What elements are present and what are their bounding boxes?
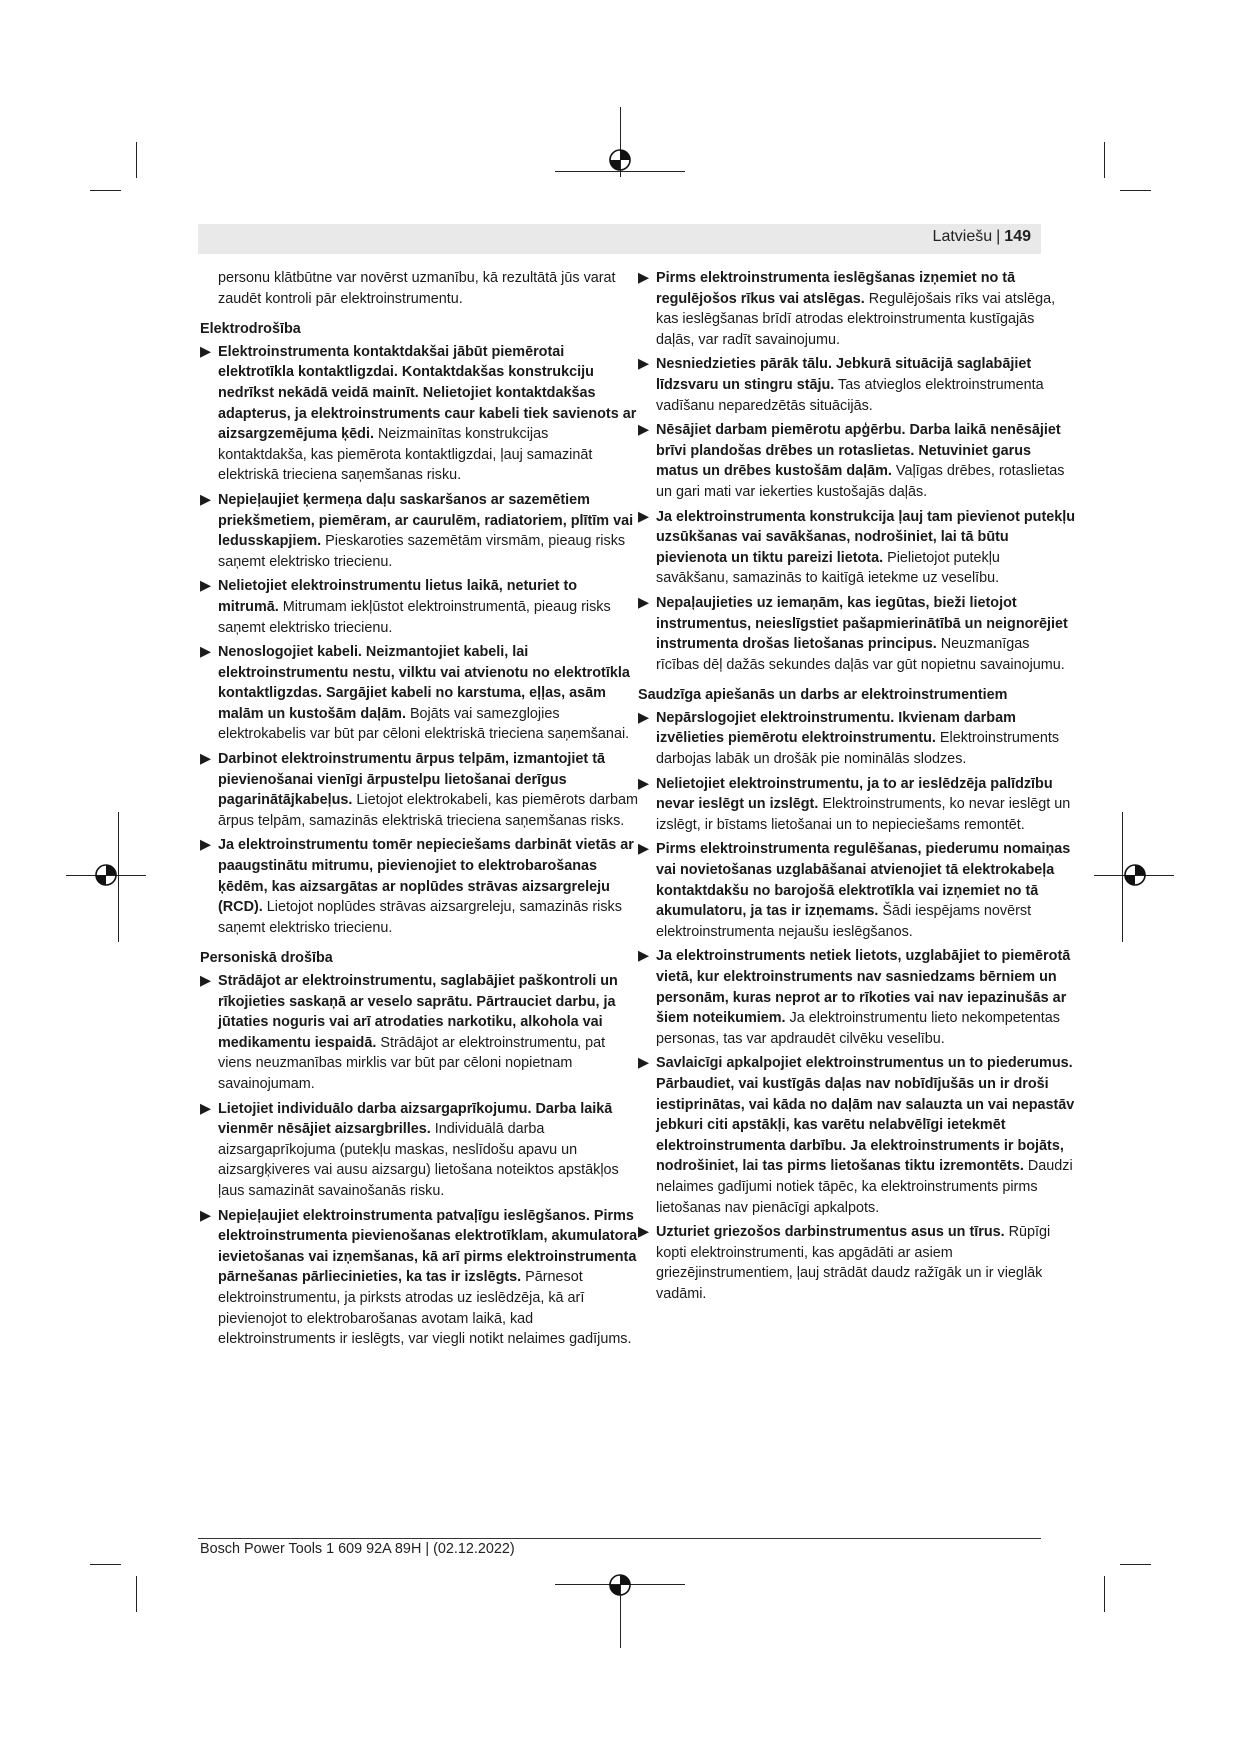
item-bold: Nepieļaujiet elektroinstrumenta patvaļīgu ieslēgšanos. Pirms elektroinstrumenta pievienošanas elektrotīklam, akumulatora ievietošanas vai izņemšanas, kā arī pirms elektroinstrumenta pārnešanas pārliecinieties, ka tas ir izslēgts. [218,1207,638,1286]
list-item [638,774,1076,836]
item-text: Rūpīgi kopti elektroinstrumenti, kas apgādāti ar asiem griezējinstrumentiem, ļauj strādāt daudz ražīgāk un ir vieglāk vadāmi. [656,1224,1051,1302]
list-item [638,946,1076,1049]
item-bold: Ja elektroinstrumenta konstrukcija ļauj tam pievienot putekļu uzsūkšanas vai savākšanas, nodrošiniet, lai tā būtu pievienota un tiktu pareizi lietota. [656,508,1076,566]
crop-mark [1120,190,1151,191]
bullet-triangle-icon: ▶ [200,644,212,661]
list-item [638,1222,1076,1304]
item-bold: Nenoslogojiet kabeli. Neizmantojiet kabeli, lai elektroinstrumentu nestu, vilktu vai atvienotu no elektrotīkla kontaktligzdas. Sargājiet kabeli no karstuma, eļļas, asām malām un kustošām daļām. [218,644,630,722]
header-language: Latviešu [932,228,993,245]
item-text: Neuzmanīgas rīcības dēļ dažās sekundes daļās var gūt nopietnu savainojumu. [656,636,1065,673]
crop-mark [136,1576,137,1612]
header-separator: | [996,228,1001,245]
list-item [200,835,638,938]
item-bold: Ja elektroinstruments netiek lietots, uzglabājiet to piemērotā vietā, kur elektroinstruments nav sasniedzams bērniem un personām, kuras neprot ar to rīkoties vai nav iepazinušās ar šiem noteikumiem. [656,948,1071,1027]
bullet-triangle-icon: ▶ [200,491,212,508]
item-bold: Pirms elektroinstrumenta ieslēgšanas izņemiet no tā regulējošos rīkus vai atslēgas. [656,270,1016,307]
list-item [638,708,1076,770]
personal-safety-list [200,971,638,1350]
bullet-triangle-icon: ▶ [638,422,650,439]
item-bold: Nepārslogojiet elektroinstrumentu. Ikvienam darbam izvēlieties piemērotu elektroinstrumentu. [656,709,1016,747]
list-item [200,1099,638,1202]
item-bold: Nelietojiet elektroinstrumentu, ja to ar ieslēdzēja palīdzību nevar ieslēgt un izslēgt. [656,775,1053,813]
crop-mark [1104,1576,1105,1612]
bullet-triangle-icon: ▶ [638,775,650,792]
bullet-triangle-icon: ▶ [638,948,650,965]
item-text: Ja elektroinstrumentu lieto nekompetentas personas, tas var apdraudēt cilvēku veselību. [656,1010,1060,1047]
page-header [198,224,1041,254]
item-text: Individuālā darba aizsargaprīkojuma (putekļu maskas, neslīdošu apavu un aizsargķiveres vai ausu aizsargu) lietošana noteiktos apstākļos ļaus samazināt savainošanās risku. [218,1121,619,1199]
bullet-triangle-icon: ▶ [200,578,212,595]
item-text: Lietojot elektrokabeli, kas piemērots darbam ārpus telpām, samazinās elektriskā trieciena saņemšanas risks. [218,792,638,829]
item-text: Mitrumam iekļūstot elektroinstrumentā, pieaug risks saņemt elektrisko triecienu. [218,598,611,636]
list-item [638,268,1076,350]
electrical-safety-list [200,342,638,939]
registration-mark-icon [93,862,119,888]
left-column [200,268,638,1354]
list-item [200,749,638,831]
item-bold: Lietojiet individuālo darba aizsargaprīkojumu. Darba laikā vienmēr nēsājiet aizsargbrilles. [218,1100,613,1138]
bullet-triangle-icon: ▶ [638,508,650,525]
item-text: Regulējošais rīks vai atslēga, kas ieslēgšanas brīdī atrodas elektroinstrumenta kustīgajās daļās, var radīt savainojumu. [656,290,1056,348]
item-text: Neizmainītas konstrukcijas kontaktdakša, kas piemērota kontaktligzdai, ļauj samazināt elektriskā trieciena saņemšanas risku. [218,426,593,484]
item-bold: Strādājot ar elektroinstrumentu, saglabājiet paškontroli un rīkojieties saskaņā ar veselo saprātu. Pārtrauciet darbu, ja jūtaties noguris vai arī atrodaties narkotiku, alkohola vai medikamentu iespaidā. [218,973,618,1051]
item-text: Vaļīgas drēbes, rotaslietas un gari mati var iekerties kustošajās daļās. [656,463,1065,500]
bullet-triangle-icon: ▶ [638,356,650,373]
item-bold: Darbinot elektroinstrumentu ārpus telpām, izmantojiet tā pievienošanai vienīgi ārpustelpu lietošanai derīgus pagarinātājkabeļus. [218,751,606,809]
section-title-electrical-safety: Elektrodrošība [200,321,301,338]
item-text: Tas atvieglos elektroinstrumenta vadīšanu neparedzētās situācijās. [656,376,1044,414]
item-text: Elektroinstruments, ko nevar ieslēgt un izslēgt, ir bīstams lietošanai un to nepieciešams remontēt. [656,796,1071,833]
registration-mark-icon [607,147,633,173]
item-text: Pielietojot putekļu savākšanu, samazinās to kaitīgā ietekme uz veselību. [656,549,1000,587]
bullet-triangle-icon: ▶ [638,1224,650,1241]
item-text: Lietojot noplūdes strāvas aizsargreleju, samazinās risks saņemt elektrisko triecienu. [218,899,622,936]
list-item [200,342,638,486]
crop-mark [136,142,137,178]
bullet-triangle-icon: ▶ [638,270,650,286]
crop-mark [90,190,121,191]
list-item [200,971,638,1095]
registration-mark-icon [1122,862,1148,888]
list-item [638,593,1076,675]
item-bold: Nesniedzieties pārāk tālu. Jebkurā situācijā saglabājiet līdzsvaru un stingru stāju. [656,356,1032,393]
item-text: Pieskaroties sazemētām virsmām, pieaug risks saņemt elektrisko triecienu. [218,533,626,570]
tool-use-care-list [638,708,1076,1305]
bullet-triangle-icon: ▶ [200,1100,212,1117]
item-bold: Uzturiet griezošos darbinstrumentus asus un tīrus. [656,1224,1005,1241]
item-bold: Pirms elektroinstrumenta regulēšanas, piederumu nomaiņas vai novietošanas uzglabāšanai atvienojiet tā elektrokabeļa kontaktdakšu no barojošā elektrotīkla vai izņemiet no tā akumulatoru, ja tas ir izņemams. [656,841,1071,920]
bullet-triangle-icon: ▶ [638,709,650,726]
list-item [200,642,638,745]
item-bold: Nepaļaujieties uz iemaņām, kas iegūtas, bieži lietojot instrumentus, neieslīgstiet pašapmierinātībā un neignorējiet instrumenta drošas lietošanas principus. [656,594,1068,653]
right-column [638,268,1076,1309]
bullet-triangle-icon: ▶ [200,973,212,989]
list-item [200,490,638,572]
list-item [638,507,1076,589]
crop-mark [1104,142,1105,178]
item-bold: Nepieļaujiet ķermeņa daļu saskaršanos ar sazemētiem priekšmetiem, piemēram, ar caurulēm, radiatoriem, plītīm vai ledusskapjiem. [218,491,634,550]
registration-mark-icon [607,1572,633,1598]
item-bold: Nēsājiet darbam piemērotu apģērbu. Darba laikā nenēsājiet brīvi plandošas drēbes un rotaslietas. Netuviniet garus matus un drēbes kustošām daļām. [656,422,1061,480]
item-bold: Savlaicīgi apkalpojiet elektroinstrumentus un to piederumus. Pārbaudiet, vai kustīgās daļas nav nobīdījušās un ir droši iestiprinātas, vai kāda no daļām nav salauzta un vai nepastāv jebkuri citi apstākļi, kas varētu nelabvēlīgi ietekmēt elektroinstrumenta darbību. Ja elektroinstruments ir bojāts, nodrošiniet, lai tas pirms lietošanas tiktu izremontēts. [656,1055,1075,1175]
bullet-triangle-icon: ▶ [638,594,650,611]
item-bold: Nelietojiet elektroinstrumentu lietus laikā, neturiet to mitrumā. [218,578,578,615]
bullet-triangle-icon: ▶ [200,1207,212,1224]
item-bold: Ja elektroinstrumentu tomēr nepieciešams darbināt vietās ar paaugstinātu mitrumu, pievienojiet to elektrobarošanas ķēdēm, kas aizsargātas ar noplūdes strāvas aizsargreleju (RCD). [218,837,634,916]
personal-safety-list-continued [638,268,1076,675]
item-text: Daudzi nelaimes gadījumi notiek tāpēc, ka elektroinstruments pirms lietošanas nav pienācīgi apkalpots. [656,1158,1073,1216]
bullet-triangle-icon: ▶ [200,751,212,768]
item-text: Strādājot ar elektroinstrumentu, pat viens neuzmanības mirklis var būt par cēloni nopietnam savainojumam. [218,1034,606,1092]
bullet-triangle-icon: ▶ [638,1055,650,1072]
footer-divider [198,1538,1041,1539]
item-text: Bojāts vai samezglojies elektrokabelis var būt par cēloni elektriskā trieciena saņemšanai. [218,705,630,743]
item-bold: Elektroinstrumenta kontaktdakšai jābūt piemērotai elektrotīkla kontaktligzdai. Kontaktdakšas konstrukciju nedrīkst nekādā veidā mainīt. Nelietojiet kontaktdakšas adapterus, ja elektroinstruments caur kabeli tiek savienots ar aizsargzemējuma ķēdi. [218,343,637,443]
page-footer: Bosch Power Tools 1 609 92A 89H | (02.12.2022) [200,1541,515,1557]
list-item [638,839,1076,942]
header-text [933,228,1031,246]
section-title-tool-use-care: Saudzīga apiešanās un darbs ar elektroinstrumentiem [638,687,1008,704]
list-item [200,576,638,638]
bullet-triangle-icon: ▶ [200,343,212,360]
page-number: 149 [1004,228,1031,245]
list-item [200,1206,638,1350]
intro-paragraph: personu klātbūtne var novērst uzmanību, kā rezultātā jūs varat zaudēt kontroli pār elektroinstrumentu. [218,270,616,307]
item-text: Šādi iespējams novērst elektroinstrumenta nejaušu ieslēgšanos. [656,903,1032,940]
item-text: Pārnesot elektroinstrumentu, ja pirksts atrodas uz ieslēdzēja, kā arī pievienojot to elektrobarošanas avotam laikā, kad elektroinstruments ir ieslēgts, var viegli notikt nelaimes gadījums. [218,1269,632,1348]
list-item [638,420,1076,502]
list-item [638,354,1076,416]
section-title-personal-safety: Personiskā drošība [200,950,333,967]
item-text: Elektroinstruments darbojas labāk un drošāk pie nominālās slodzes. [656,730,1060,768]
bullet-triangle-icon: ▶ [638,841,650,858]
bullet-triangle-icon: ▶ [200,837,212,854]
crop-mark [90,1564,121,1565]
crop-mark [1120,1564,1151,1565]
list-item [638,1053,1076,1218]
